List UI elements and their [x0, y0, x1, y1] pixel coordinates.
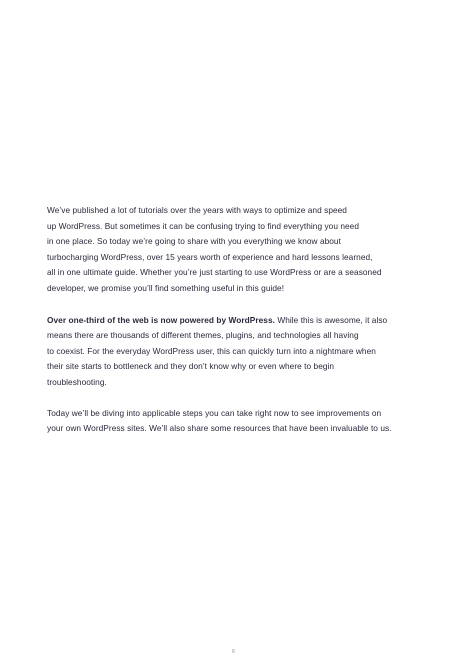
text-line	[47, 313, 422, 329]
text-line: Today we’ll be diving into applicable steps you can take right now to see improvements on	[47, 407, 382, 418]
text-line: in one place. So today we’re going to share with you everything we know about	[47, 236, 341, 247]
body-text	[47, 203, 422, 452]
text-line: troubleshooting.	[47, 376, 107, 387]
text-line: your own WordPress sites. We’ll also share some resources that have been invaluable to us.	[47, 423, 392, 434]
text-line: turbocharging WordPress, over 15 years worth of experience and hard lessons learned,	[47, 251, 373, 262]
text-line: their site starts to bottleneck and they don’t know why or even where to begin	[47, 361, 335, 372]
page-number: 6	[232, 649, 235, 655]
text-line: all in one ultimate guide. Whether you’re just starting to use WordPress or are a seasoned	[47, 267, 382, 278]
text-line: to coexist. For the everyday WordPress user, this can quickly turn into a nightmare when	[47, 345, 376, 356]
text-line: up WordPress. But sometimes it can be confusing trying to find everything you need	[47, 220, 360, 231]
text-line: means there are thousands of different themes, plugins, and technologies all having	[47, 330, 359, 341]
text-line-rest: While this is awesome, it also	[274, 314, 388, 325]
paragraph-outlook	[47, 406, 422, 437]
text-line: We’ve published a lot of tutorials over the years with ways to optimize and speed	[47, 205, 347, 215]
bold-lead-sentence: Over one-third of the web is now powered by WordPress.	[47, 314, 275, 325]
paragraph-intro	[47, 203, 422, 297]
paragraph-wordpress-share	[47, 313, 422, 391]
text-line: developer, we promise you’ll find something useful in this guide!	[47, 282, 285, 293]
